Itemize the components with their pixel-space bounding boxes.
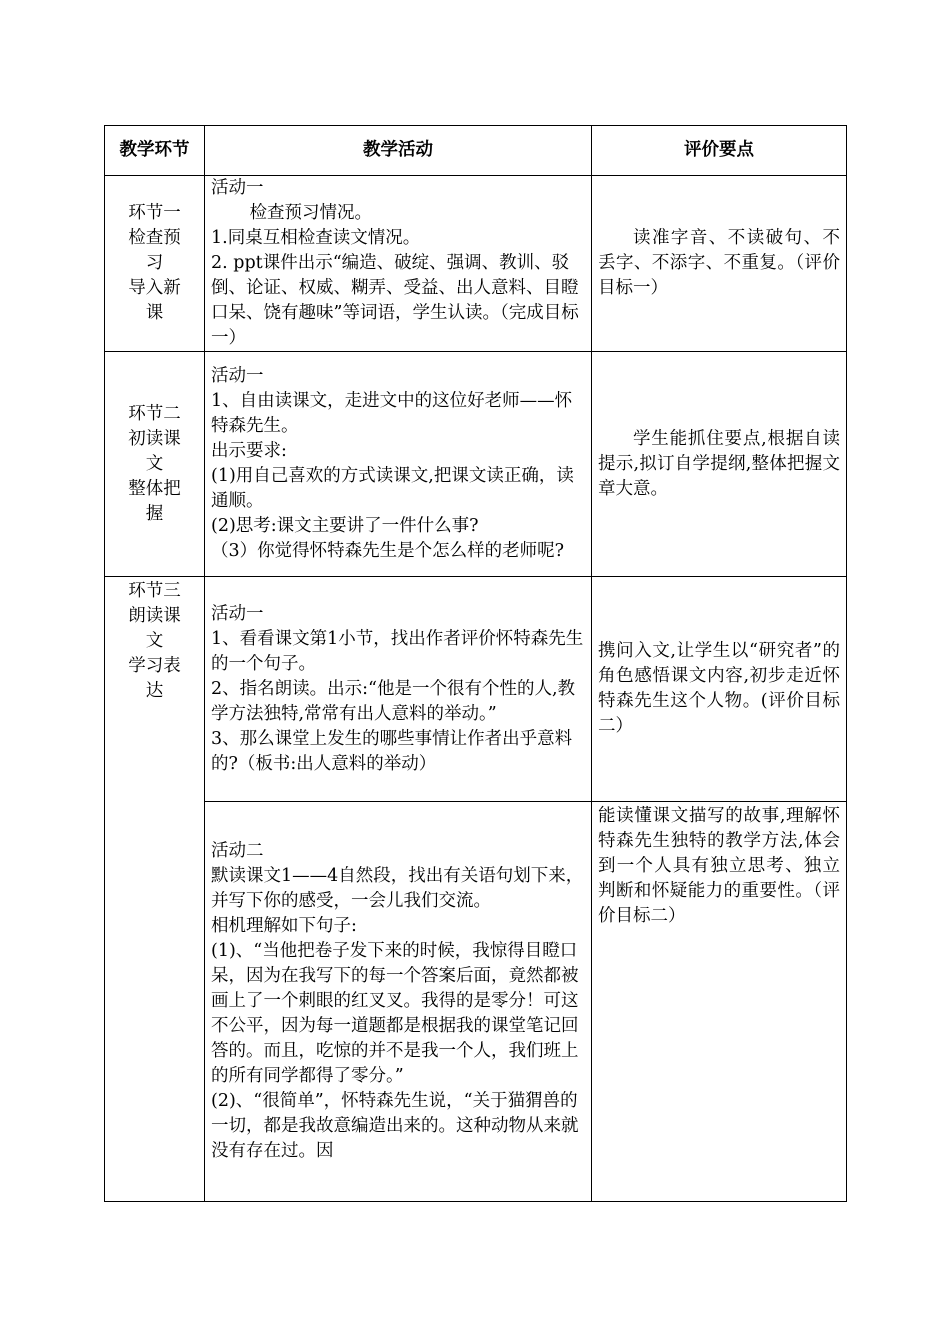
evaluation-cell: 学生能抓住要点,根据自读提示,拟订自学提纲,整体把握文章大意。 xyxy=(592,352,847,577)
header-activity: 教学活动 xyxy=(205,126,592,176)
activity-cell: 活动一 1、看看课文第1小节，找出作者评价怀特森先生的一个句子。 2、指名朗读。出示:“他是一个很有个性的人,教学方法独特,常常有出人意料的举动。” 3、那么课堂上发生的哪些事情让作者出乎意料的?（板书:出人意料的举动） xyxy=(205,577,592,802)
activity-cell: 活动一 1、自由读课文，走进文中的这位好老师——怀特森先生。 出示要求: (1)用自己喜欢的方式读课文,把课文读正确，读通顺。 (2)思考:课文主要讲了一件什么事? （3）你觉得怀特森先生是个怎么样的老师呢? xyxy=(205,352,592,577)
evaluation-cell: 能读懂课文描写的故事,理解怀特森先生独特的教学方法,体会到一个人具有独立思考、独立判断和怀疑能力的重要性。（评价目标二） xyxy=(592,802,847,1202)
table-row xyxy=(105,802,847,1202)
activity-cell: 活动一 检查预习情况。 1.同桌互相检查读文情况。 2. ppt课件出示“编造、破绽、强调、教训、驳倒、论证、权威、糊弄、受益、出人意料、目瞪口呆、饶有趣味”等词语，学生认读。（完成目标一） xyxy=(205,176,592,352)
table-row xyxy=(105,352,847,577)
lesson-plan-table xyxy=(104,125,847,1202)
table-header-row xyxy=(105,126,847,176)
evaluation-cell: 读准字音、不读破句、不丢字、不添字、不重复。（评价目标一） xyxy=(592,176,847,352)
stage-cell: 环节二 初读课 文 整体把 握 xyxy=(105,352,205,577)
stage-cell: 环节一 检查预 习 导入新 课 xyxy=(105,176,205,352)
evaluation-cell: 携问入文,让学生以“研究者”的角色感悟课文内容,初步走近怀特森先生这个人物。(评价目标二） xyxy=(592,577,847,802)
header-evaluation: 评价要点 xyxy=(592,126,847,176)
table-row xyxy=(105,176,847,352)
table-row xyxy=(105,577,847,802)
activity-cell: 活动二 默读课文1——4自然段，找出有关语句划下来，并写下你的感受，一会儿我们交流。 相机理解如下句子: (1)、“当他把卷子发下来的时候，我惊得目瞪口呆，因为在我写下的每一个答案后面，竟然都被画上了一个刺眼的红叉叉。我得的是零分！可这不公平，因为每一道题都是根据我的课堂笔记回答的。而且，吃惊的并不是我一个人，我们班上的所有同学都得了零分。” (2)、“很简单”，怀特森先生说，“关于猫猬兽的一切，都是我故意编造出来的。这种动物从来就没有存在过。因 xyxy=(205,802,592,1202)
header-stage: 教学环节 xyxy=(105,126,205,176)
stage-cell: 环节三 朗读课 文 学习表 达 xyxy=(105,577,205,1202)
